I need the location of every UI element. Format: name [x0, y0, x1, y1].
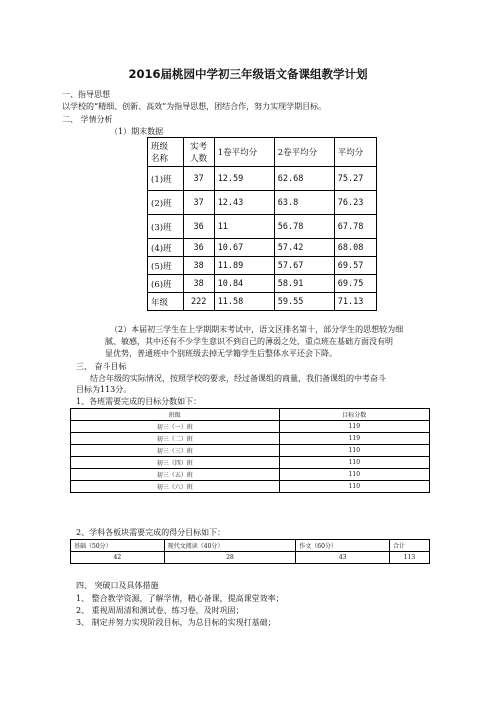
cell: 119 [279, 421, 429, 433]
cell: (2)班 [148, 191, 184, 215]
analysis-line-1: （2）本届初三学生在上学期期末考试中，语文区排名第十，部分学生的思想较为细 [110, 325, 404, 334]
header-count [183, 138, 214, 167]
cell: (6)班 [148, 275, 184, 293]
table-header-row [71, 540, 430, 552]
header-text: 名称 [151, 154, 169, 164]
table-header-row [71, 409, 430, 421]
cell: 42 [71, 552, 165, 564]
cell: 28 [164, 552, 296, 564]
header-text: 班级 [151, 142, 169, 152]
cell: 12.59 [214, 167, 274, 191]
table-row [148, 293, 377, 311]
cell: 57.67 [274, 257, 334, 275]
cell: 36 [183, 215, 214, 239]
cell: 11.58 [214, 293, 274, 311]
table-row [71, 433, 430, 445]
cell: 初三（五）班 [71, 469, 280, 481]
header-paper2: 2卷平均分 [274, 138, 334, 167]
cell: 62.68 [274, 167, 334, 191]
header-total: 合计 [390, 540, 430, 552]
cell: 11 [214, 215, 274, 239]
section-3-heading: 三、 奋斗目标 [76, 362, 127, 371]
cell: 初三（四）班 [71, 457, 280, 469]
goal-line-1: 结合年级的实际情况，按照学校的要求，经过备课组的商量，我们备课组的中考奋斗 [90, 374, 386, 383]
table-row [71, 421, 430, 433]
document-title: 2016届桃园中学初三年级语文备课组教学计划 [128, 67, 368, 81]
cell: 56.78 [274, 215, 334, 239]
cell: 初三（二）班 [71, 433, 280, 445]
table-row [148, 239, 377, 257]
header-text: 人数 [190, 154, 208, 164]
cell: 110 [279, 469, 429, 481]
section-4-heading: 四、 突破口及具体措施 [76, 581, 159, 590]
cell: 年级 [148, 293, 184, 311]
module-score-table [70, 539, 430, 564]
header-text: 实考 [190, 142, 208, 152]
header-target: 目标分数 [279, 409, 429, 421]
cell: 10.84 [214, 275, 274, 293]
cell: 38 [183, 275, 214, 293]
header-reading: 现代文阅读（40分） [164, 540, 296, 552]
cell: 58.91 [274, 275, 334, 293]
target-heading: 1、各班需要完成的目标分数如下： [76, 397, 202, 406]
header-average: 平均分 [334, 138, 376, 167]
cell: 110 [279, 445, 429, 457]
header-basics: 基础（50分） [71, 540, 165, 552]
header-class: 班级 [71, 409, 280, 421]
goal-line-2: 目标为113分。 [76, 385, 132, 394]
table-header-row [148, 138, 377, 167]
cell: 222 [183, 293, 214, 311]
cell: 初三（三）班 [71, 445, 280, 457]
table-row [148, 215, 377, 239]
cell: 113 [390, 552, 430, 564]
cell: 37 [183, 167, 214, 191]
cell: 76.23 [334, 191, 376, 215]
module-heading: 2、学科各板块需要完成的得分目标如下： [76, 528, 226, 537]
cell: 59.55 [274, 293, 334, 311]
table-row [148, 257, 377, 275]
section-1-text: 以学校的“精细、创新、高效”为指导思想，团结合作，努力实现学期目标。 [62, 102, 327, 111]
table-row [148, 167, 377, 191]
table-row [148, 275, 377, 293]
section-2-subheading-1: （1）期末数据 [110, 127, 164, 136]
cell: 69.57 [334, 257, 376, 275]
section-2-heading: 二、 学情分析 [62, 115, 113, 124]
cell: 36 [183, 239, 214, 257]
exam-data-table [147, 137, 377, 311]
cell: 63.8 [274, 191, 334, 215]
cell: 68.08 [334, 239, 376, 257]
cell: 110 [279, 457, 429, 469]
analysis-line-2: 腻、敏感，其中还有不少学生意识不到自己的薄弱之处，重点班在基础方面没有明 [105, 337, 393, 346]
header-paper1: 1卷平均分 [214, 138, 274, 167]
table-row [71, 445, 430, 457]
cell: 37 [183, 191, 214, 215]
cell: 75.27 [334, 167, 376, 191]
target-score-table [70, 408, 430, 493]
cell: 67.78 [334, 215, 376, 239]
measure-item-2: 2、 重视周周清和测试卷、练习卷，及时巩固； [76, 606, 244, 615]
section-1-heading: 一、指导思想 [62, 90, 110, 99]
cell: 38 [183, 257, 214, 275]
cell: 12.43 [214, 191, 274, 215]
table-row [148, 191, 377, 215]
table-row [71, 481, 430, 493]
cell: 10.67 [214, 239, 274, 257]
cell: (4)班 [148, 239, 184, 257]
header-essay: 作文（60分） [296, 540, 390, 552]
cell: (3)班 [148, 215, 184, 239]
cell: 初三（一）班 [71, 421, 280, 433]
cell: (5)班 [148, 257, 184, 275]
table-row [71, 552, 430, 564]
table-row [71, 469, 430, 481]
cell: 71.13 [334, 293, 376, 311]
cell: 43 [296, 552, 390, 564]
table-row [71, 457, 430, 469]
cell: 69.75 [334, 275, 376, 293]
measure-item-3: 3、 制定并努力实现阶段目标，为总目标的实现打基础； [76, 618, 276, 627]
cell: 初三（六）班 [71, 481, 280, 493]
cell: 119 [279, 433, 429, 445]
cell: 57.42 [274, 239, 334, 257]
cell: (1)班 [148, 167, 184, 191]
cell: 110 [279, 481, 429, 493]
header-class [148, 138, 184, 167]
analysis-line-3: 显优势，普通班中个别班级去掉无学籍学生后整体水平还会下降。 [105, 349, 337, 358]
measure-item-1: 1、 整合教学资源，了解学情，精心备课，提高课堂效率； [76, 594, 284, 603]
cell: 11.89 [214, 257, 274, 275]
